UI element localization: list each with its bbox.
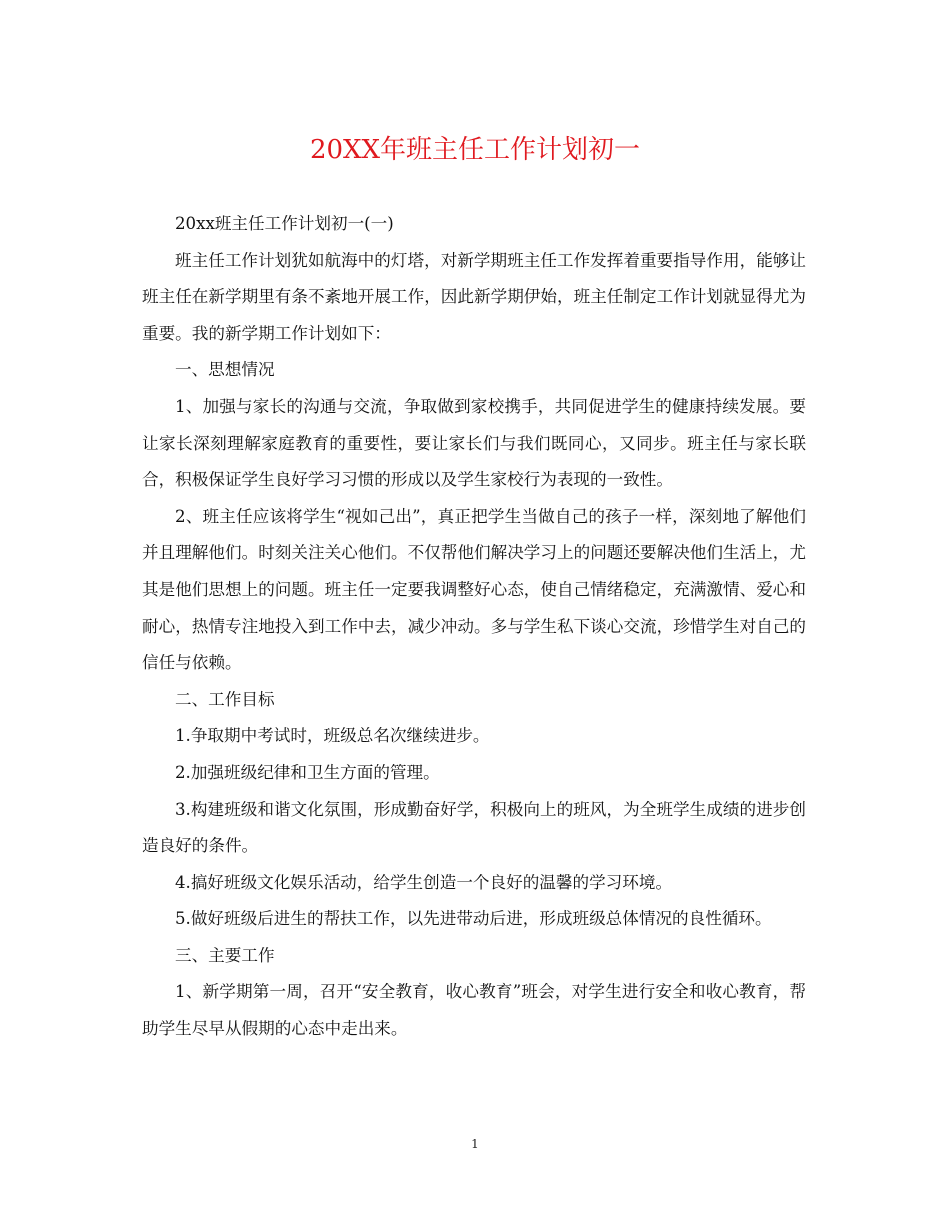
section-heading-thoughts: 一、思想情况: [175, 360, 275, 380]
subtitle-paragraph: 20xx班主任工作计划初一(一): [175, 214, 394, 233]
goal-item-2: 2.加强班级纪律和卫生方面的管理。: [175, 762, 440, 782]
thoughts-paragraph-1: 1、加强与家长的沟通与交流，争取做到家校携手，共同促进学生的健康持续发展。要让家长深刻理解家庭教育的重要性，要让家长们与我们既同心，又同步。班主任与家长联合，积极保证学生良好学习习惯的形成以及学生家校行为表现的一致性。: [142, 396, 806, 490]
section-heading-goals: 二、工作目标: [175, 689, 275, 709]
section-heading-main-work: 三、主要工作: [175, 945, 275, 965]
goal-item-5: 5.做好班级后进生的帮扶工作，以先进带动后进，形成班级总体情况的良性循环。: [175, 909, 772, 929]
goal-item-1: 1.争取期中考试时，班级总名次继续进步。: [175, 726, 490, 746]
thoughts-paragraph-2: 2、班主任应该将学生“视如己出”，真正把学生当做自己的孩子一样，深刻地了解他们并且理解他们。时刻关注关心他们。不仅帮他们解决学习上的问题还要解决他们生活上，尤其是他们思想上的问题。班主任一定要我调整好心态，使自己情绪稳定，充满激情、爱心和耐心，热情专注地投入到工作中去，减少冲动。多与学生私下谈心交流，珍惜学生对自己的信任与依赖。: [142, 506, 806, 673]
goal-item-3: 3.构建班级和谐文化氛围，形成勤奋好学，积极向上的班风，为全班学生成绩的进步创造良好的条件。: [142, 799, 806, 856]
goal-item-4: 4.搞好班级文化娱乐活动，给学生创造一个良好的温馨的学习环境。: [175, 872, 673, 892]
document-body: [142, 206, 806, 1048]
main-work-item-1: 1、新学期第一周，召开“安全教育，收心教育”班会，对学生进行安全和收心教育，帮助学生尽早从假期的心态中走出来。: [142, 982, 806, 1039]
intro-paragraph: 班主任工作计划犹如航海中的灯塔，对新学期班主任工作发挥着重要指导作用，能够让班主任在新学期里有条不紊地开展工作，因此新学期伊始，班主任制定工作计划就显得尤为重要。我的新学期工作计划如下：: [142, 250, 806, 343]
page-number: 1: [471, 1137, 479, 1151]
document-title: 20XX年班主任工作计划初一: [309, 135, 641, 165]
